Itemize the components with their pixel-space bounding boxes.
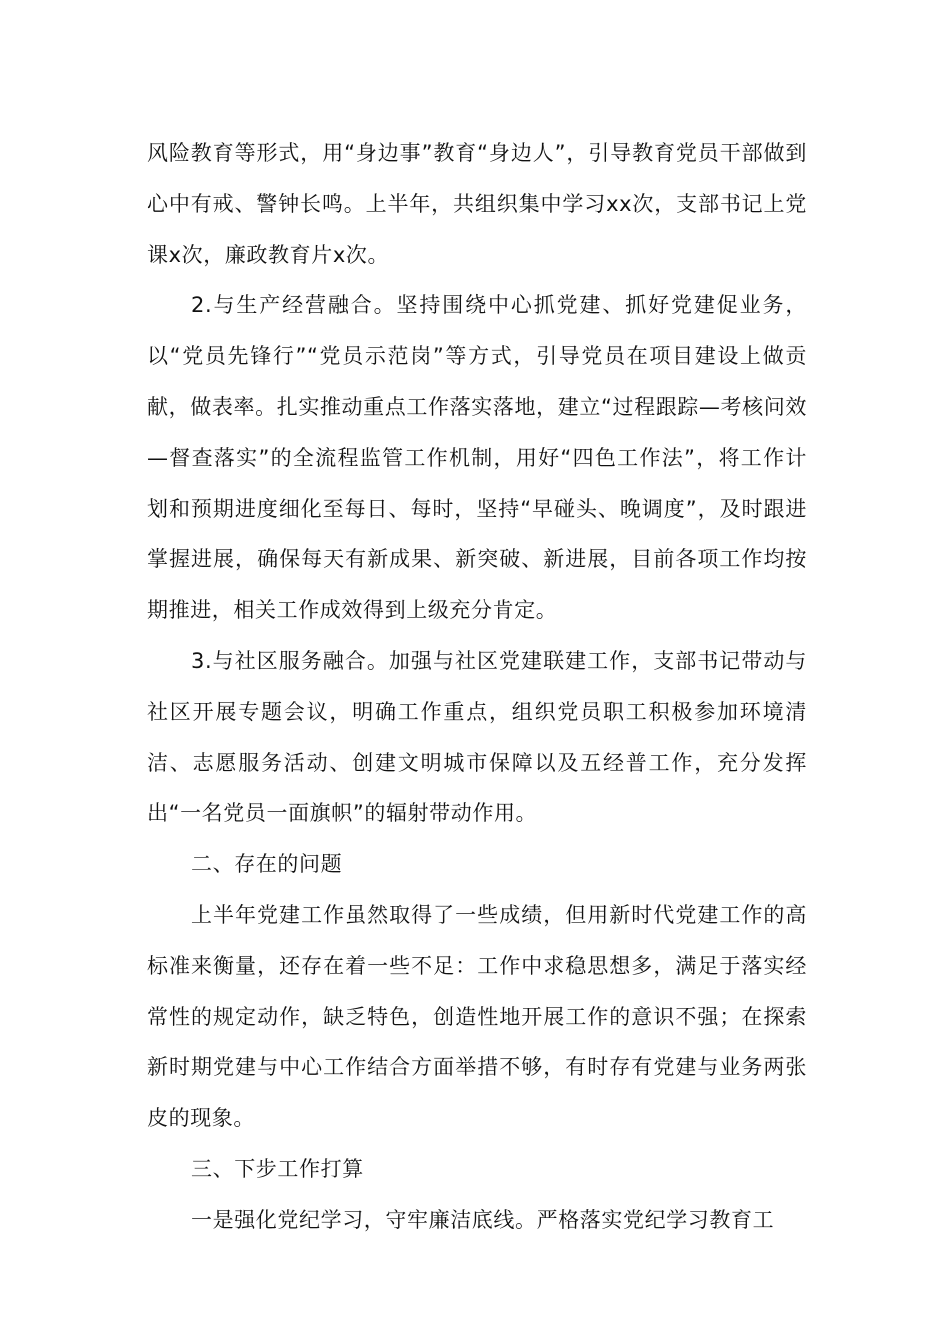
section-heading-problems: 二、存在的问题 bbox=[191, 852, 343, 877]
section-heading-next-steps: 三、下步工作打算 bbox=[191, 1156, 364, 1181]
paragraph-next-steps: 一是强化党纪学习，守牢廉洁底线。严格落实党纪学习教育工 bbox=[191, 1207, 775, 1232]
paragraph-problems: 上半年党建工作虽然取得了一些成绩，但用新时代党建工作的高标准来衡量，还存在着一些不足：工作中求稳思想多，满足于落实经常性的规定动作，缺乏特色，创造性地开展工作的意识不强；在探索新时期党建与中心工作结合方面举措不够，有时存有党建与业务两张皮的现象。 bbox=[147, 902, 807, 1131]
document-body bbox=[147, 128, 807, 1246]
paragraph-community-integration: 3.与社区服务融合。加强与社区党建联建工作，支部书记带动与社区开展专题会议，明确工作重点，组织党员职工积极参加环境清洁、志愿服务活动、创建文明城市保障以及五经普工作，充分发挥出“一名党员一面旗帜”的辐射带动作用。 bbox=[147, 648, 807, 826]
paragraph-production-integration: 2.与生产经营融合。坚持围绕中心抓党建、抓好党建促业务，以“党员先锋行”“党员示范岗”等方式，引导党员在项目建设上做贡献，做表率。扎实推动重点工作落实落地，建立“过程跟踪—考核问效—督查落实”的全流程监管工作机制，用好“四色工作法”，将工作计划和预期进度细化至每日、每时，坚持“早碰头、晚调度”，及时跟进掌握进展，确保每天有新成果、新突破、新进展，目前各项工作均按期推进，相关工作成效得到上级充分肯定。 bbox=[147, 293, 807, 623]
paragraph-risk-education: 风险教育等形式，用“身边事”教育“身边人”，引导教育党员干部做到心中有戒、警钟长鸣。上半年，共组织集中学习xx次，支部书记上党课x次，廉政教育片x次。 bbox=[147, 141, 807, 267]
